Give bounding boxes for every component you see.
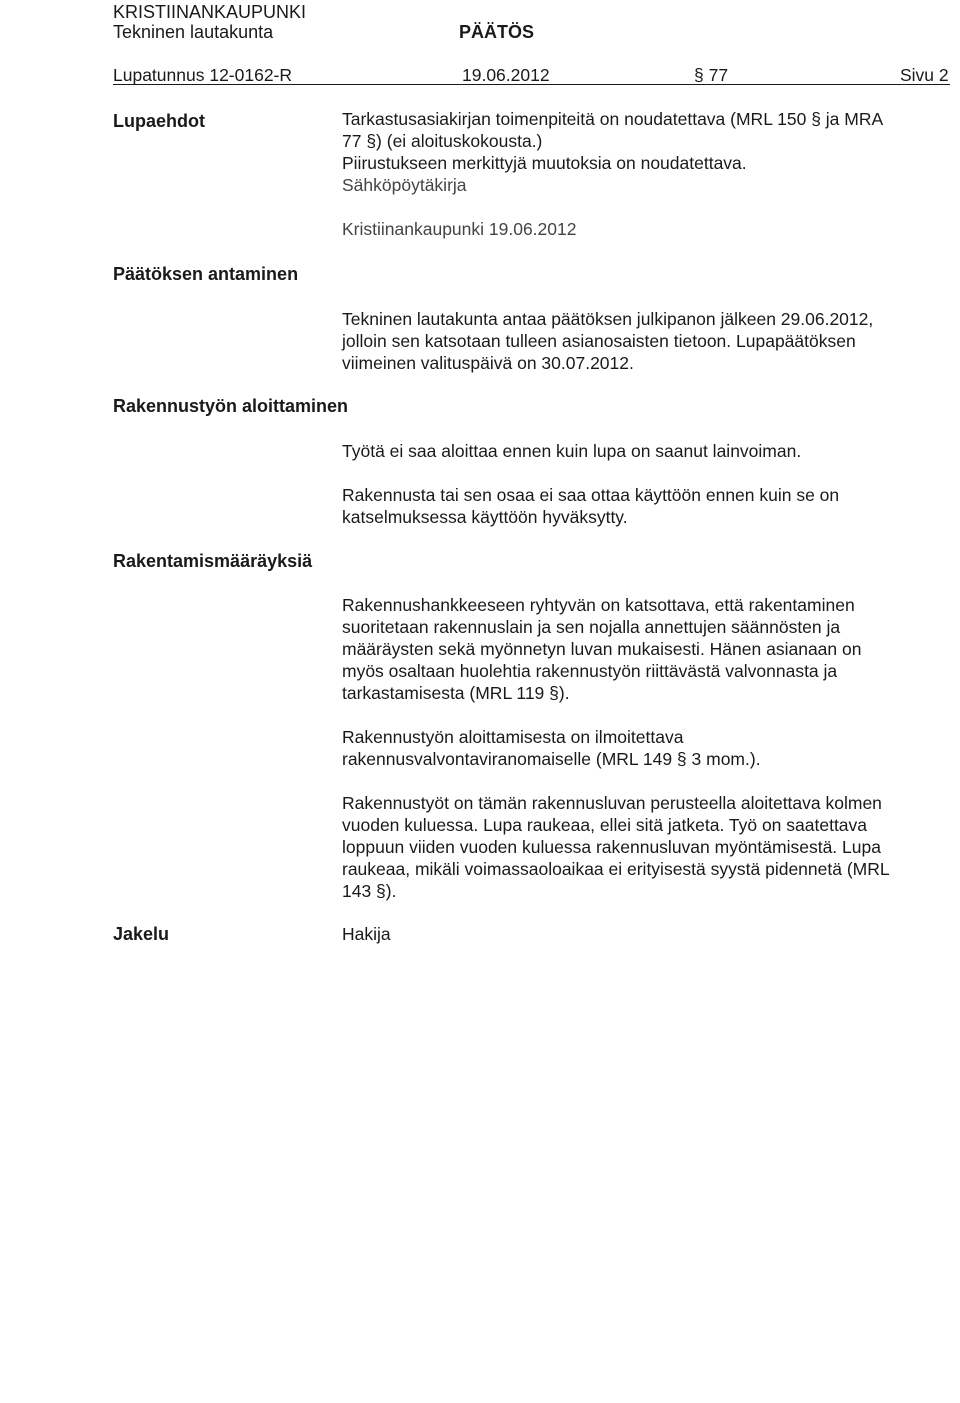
section-body-rakentamismaaraykset-2 (342, 726, 942, 770)
section-body-rakentamismaaraykset-1 (342, 594, 942, 704)
text-line: Sähköpöytäkirja (342, 175, 467, 195)
section-label-lupaehdot: Lupaehdot (113, 111, 205, 131)
section-body-paatoksen-antaminen (342, 308, 942, 374)
text-line: katselmuksessa käyttöön hyväksytty. (342, 507, 628, 527)
permit-number: Lupatunnus 12-0162-R (113, 65, 293, 85)
text-line: suoritetaan rakennuslain ja sen nojalla annettujen säännösten ja (342, 617, 841, 637)
text-line: myös osaltaan huolehtia rakennustyön riittävästä valvonnasta ja (342, 661, 838, 681)
decision-date: 19.06.2012 (462, 65, 550, 85)
text-line: Tarkastusasiakirjan toimenpiteitä on noudatettava (MRL 150 § ja MRA (342, 109, 884, 129)
section-label-rakennustyon-aloittaminen: Rakennustyön aloittaminen (113, 396, 349, 416)
text-line: rakennusvalvontaviranomaiselle (MRL 149 § 3 mom.). (342, 749, 761, 769)
section-label-paatoksen-antaminen: Päätöksen antaminen (113, 264, 299, 284)
text-line: Rakennustyöt on tämän rakennusluvan perusteella aloitettava kolmen (342, 793, 882, 813)
text-line: Rakennusta tai sen osaa ei saa ottaa käyttöön ennen kuin se on (342, 485, 840, 505)
section-body-rakennustyon-aloittaminen (342, 440, 942, 462)
text-line: tarkastamisesta (MRL 119 §). (342, 683, 570, 703)
page-number: Sivu 2 (900, 65, 949, 85)
text-line: vuoden kuluessa. Lupa raukeaa, ellei sitä jatketa. Työ on saatettava (342, 815, 868, 835)
section-body-rakennustyon-aloittaminen-2 (342, 484, 942, 528)
place-and-date: Kristiinankaupunki 19.06.2012 (342, 219, 577, 239)
section-label-rakentamismaaraykset: Rakentamismääräyksiä (113, 551, 313, 571)
document-title: PÄÄTÖS (459, 22, 535, 42)
text-line: Rakennustyön aloittamisesta on ilmoitettava (342, 727, 684, 747)
section-number: § 77 (694, 65, 729, 85)
text-line: Tekninen lautakunta antaa päätöksen julkipanon jälkeen 29.06.2012, (342, 309, 874, 329)
text-line: viimeinen valituspäivä on 30.07.2012. (342, 353, 634, 373)
section-body-rakentamismaaraykset-3 (342, 792, 952, 902)
text-line: 77 §) (ei aloituskokousta.) (342, 131, 543, 151)
text-line: määräysten sekä myönnetyn luvan mukaisesti. Hänen asianaan on (342, 639, 862, 659)
department-name: Tekninen lautakunta (113, 22, 274, 42)
text-line: Rakennushankkeeseen ryhtyvän on katsottava, että rakentaminen (342, 595, 855, 615)
distribution-recipient: Hakija (342, 924, 391, 944)
section-label-jakelu: Jakelu (113, 924, 170, 944)
section-body-lupaehdot (342, 108, 942, 196)
text-line: loppuun viiden vuoden kuluessa rakennusluvan myöntämisestä. Lupa (342, 837, 881, 857)
text-line: 143 §). (342, 881, 397, 901)
text-line: jolloin sen katsotaan tulleen asianosaisten tietoon. Lupapäätöksen (342, 331, 856, 351)
header-divider (113, 84, 950, 85)
text-line: Piirustukseen merkittyjä muutoksia on noudatettava. (342, 153, 747, 173)
organization-name: KRISTIINANKAUPUNKI (113, 2, 307, 22)
text-line: raukeaa, mikäli voimassaoloaikaa ei erityisestä syystä pidennetä (MRL (342, 859, 890, 879)
text-line: Työtä ei saa aloittaa ennen kuin lupa on saanut lainvoiman. (342, 441, 802, 461)
